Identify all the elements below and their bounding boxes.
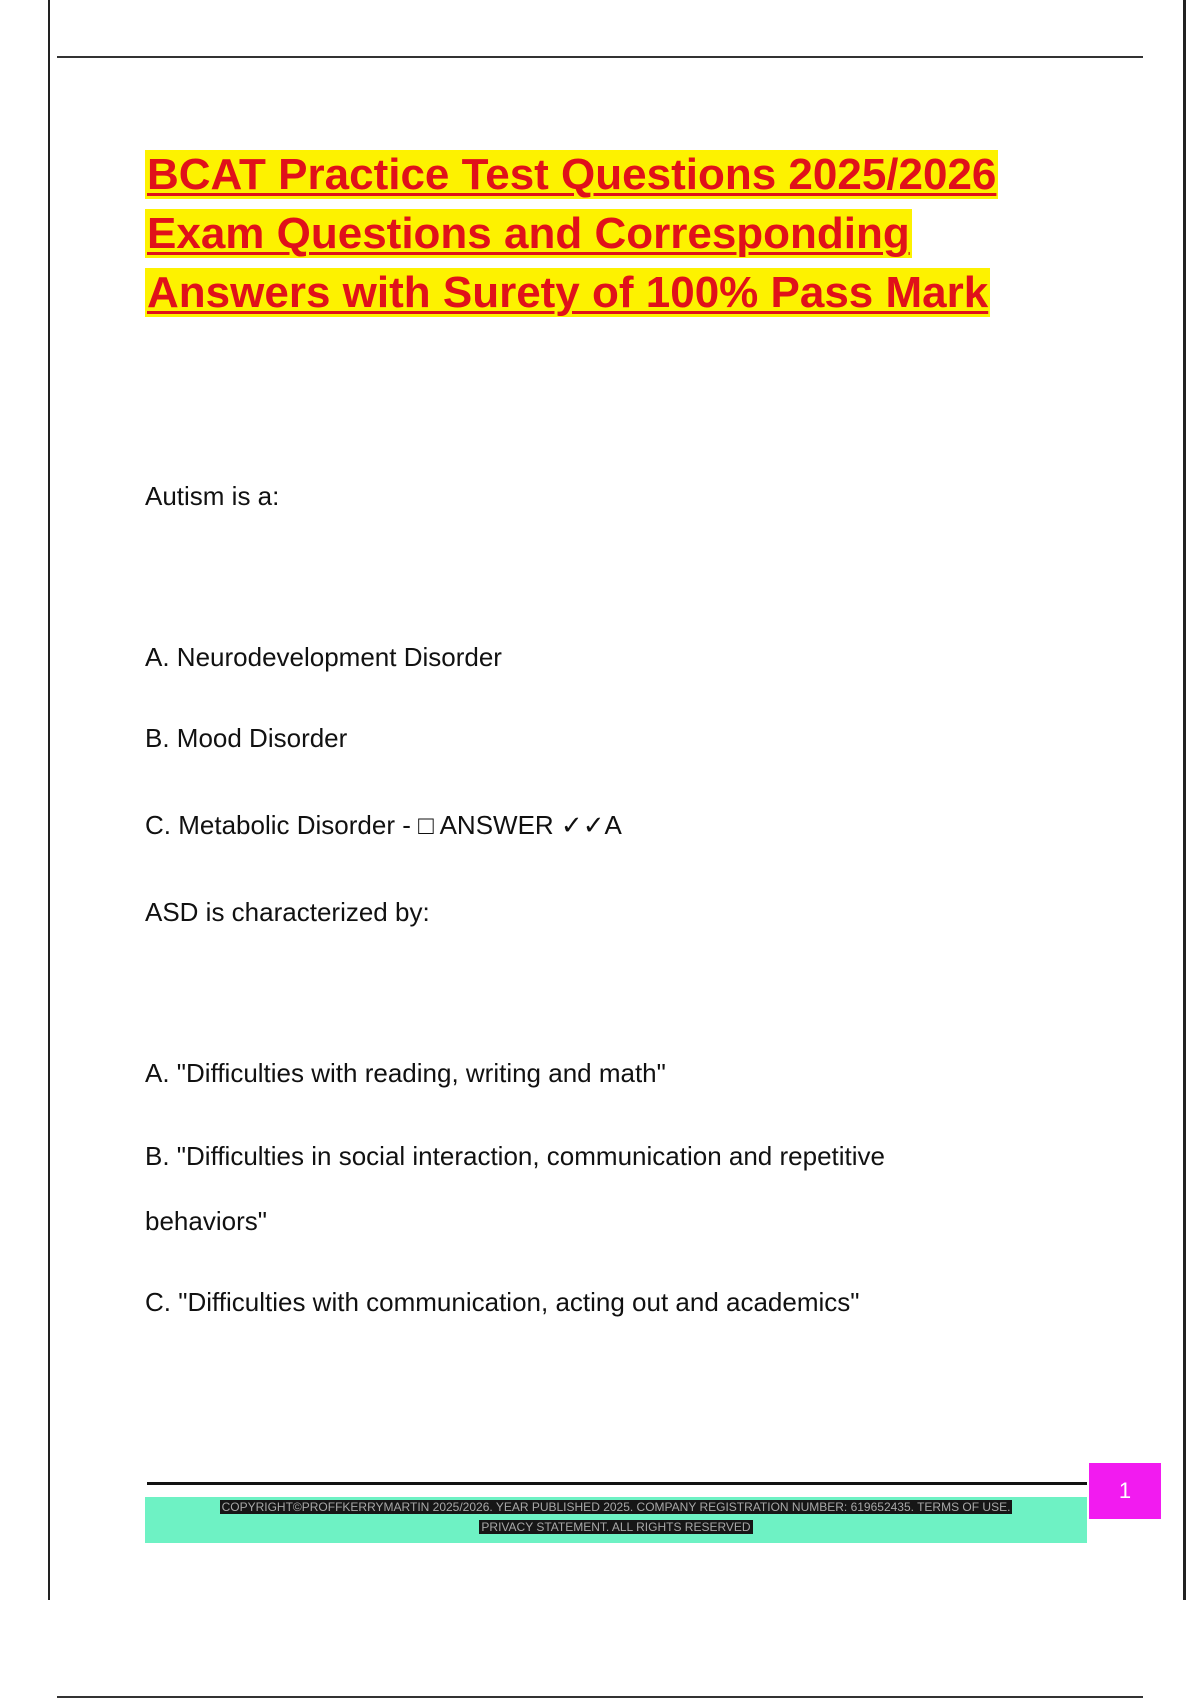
title-line-1: BCAT Practice Test Questions 2025/2026 (147, 150, 997, 199)
question-2-option-b: B. "Difficulties in social interaction, communication and repetitive (145, 1141, 885, 1171)
title-line-3: Answers with Surety of 100% Pass Mark (147, 268, 989, 317)
page-border-right (1183, 0, 1186, 1600)
question-1-option-c-answer: C. Metabolic Disorder - □ ANSWER ✓✓A (145, 810, 622, 840)
question-2-option-a: A. "Difficulties with reading, writing and math" (145, 1058, 666, 1088)
page-number-badge: 1 (1089, 1463, 1161, 1519)
footer-rule (147, 1482, 1087, 1485)
next-page-rule (57, 1696, 1143, 1698)
question-2-option-c: C. "Difficulties with communication, acting out and academics" (145, 1287, 860, 1317)
title-line-2: Exam Questions and Corresponding (147, 209, 910, 258)
question-1-option-a: A. Neurodevelopment Disorder (145, 642, 502, 672)
copyright-line-1: COPYRIGHT©PROFFKERRYMARTIN 2025/2026. YEAR PUBLISHED 2025. COMPANY REGISTRATION NUMBER: 619652435. TERMS OF USE. (221, 1500, 1011, 1514)
document-title (145, 145, 1085, 322)
page-border-left (48, 0, 50, 1600)
header-rule (57, 56, 1143, 58)
copyright-footer (145, 1497, 1087, 1543)
question-2-prompt: ASD is characterized by: (145, 897, 430, 927)
copyright-line-2: PRIVACY STATEMENT. ALL RIGHTS RESERVED (481, 1520, 751, 1534)
question-2-option-b-continued: behaviors" (145, 1206, 267, 1236)
question-1-option-b: B. Mood Disorder (145, 723, 348, 753)
question-1-prompt: Autism is a: (145, 481, 280, 511)
